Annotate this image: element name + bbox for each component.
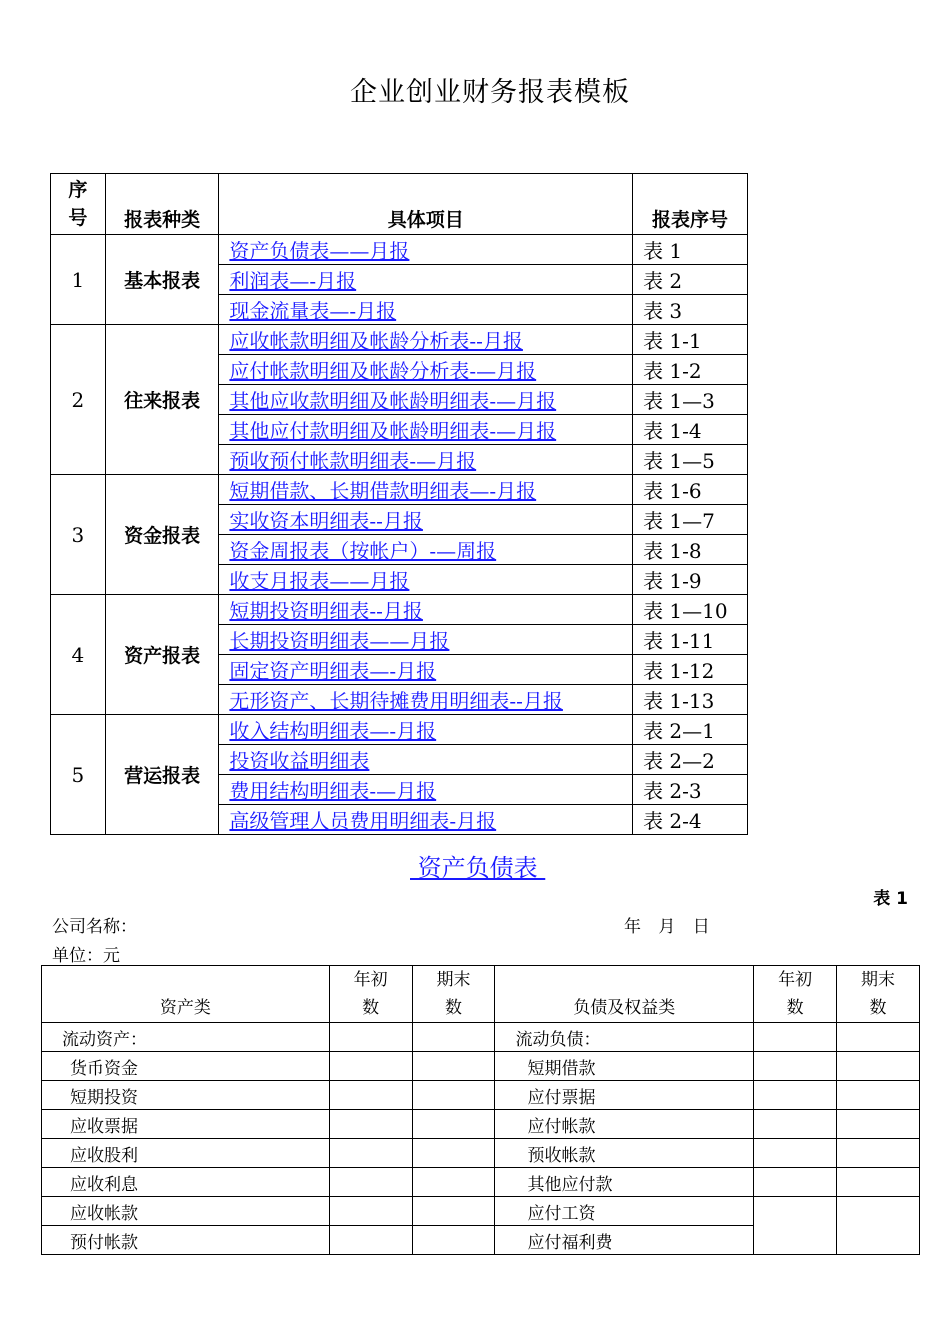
report-link[interactable]: 实收资本明细表--月报 bbox=[229, 509, 423, 533]
group-type: 资产报表 bbox=[105, 595, 219, 715]
bs-row bbox=[42, 1023, 920, 1052]
liability-label: 流动负债： bbox=[495, 1023, 754, 1052]
report-index-table bbox=[50, 173, 748, 835]
header-begin-assets bbox=[329, 966, 412, 1023]
header-assets: 资产类 bbox=[42, 966, 330, 1023]
report-item-cell bbox=[219, 325, 633, 355]
group-seq: 4 bbox=[51, 595, 106, 715]
report-link[interactable]: 长期投资明细表——月报 bbox=[229, 629, 450, 653]
report-number: 表 2—1 bbox=[633, 715, 748, 745]
balance-sheet-title[interactable]: 资产负债表 bbox=[410, 854, 546, 882]
asset-begin-value[interactable] bbox=[329, 1110, 412, 1139]
report-number: 表 1-4 bbox=[633, 415, 748, 445]
index-header-row bbox=[51, 174, 748, 235]
group-type: 营运报表 bbox=[105, 715, 219, 835]
bs-row bbox=[42, 1052, 920, 1081]
report-item-cell bbox=[219, 415, 633, 445]
asset-end-value[interactable] bbox=[412, 1023, 495, 1052]
group-type: 基本报表 bbox=[105, 235, 219, 325]
header-end-line1: 期末 bbox=[861, 970, 896, 990]
header-seq-char: 序 bbox=[68, 179, 88, 201]
report-number: 表 1—5 bbox=[633, 445, 748, 475]
header-begin-line1: 年初 bbox=[778, 970, 813, 990]
report-link[interactable]: 应付帐款明细及帐龄分析表-—月报 bbox=[229, 359, 537, 383]
report-item-cell bbox=[219, 445, 633, 475]
liability-begin-value[interactable] bbox=[754, 1023, 837, 1052]
report-number: 表 1-2 bbox=[633, 355, 748, 385]
report-number: 表 1-1 bbox=[633, 325, 748, 355]
report-number: 表 2-3 bbox=[633, 775, 748, 805]
bs-row bbox=[42, 1110, 920, 1139]
index-row bbox=[51, 715, 748, 745]
report-number: 表 1—10 bbox=[633, 595, 748, 625]
bs-row bbox=[42, 1226, 920, 1255]
report-item-cell bbox=[219, 595, 633, 625]
report-link[interactable]: 应收帐款明细及帐龄分析表--月报 bbox=[229, 329, 523, 353]
group-seq: 2 bbox=[51, 325, 106, 475]
group-type: 资金报表 bbox=[105, 475, 219, 595]
liability-begin-value[interactable] bbox=[754, 1110, 837, 1139]
report-item-cell bbox=[219, 235, 633, 265]
asset-label: 应收利息 bbox=[42, 1168, 330, 1197]
bs-body bbox=[42, 1023, 920, 1255]
asset-begin-value[interactable] bbox=[329, 1023, 412, 1052]
liability-begin-value[interactable] bbox=[754, 1081, 837, 1110]
header-end-line1: 期末 bbox=[436, 970, 471, 990]
liability-begin-value[interactable] bbox=[754, 1139, 837, 1168]
bs-row bbox=[42, 1197, 920, 1226]
report-number: 表 1—3 bbox=[633, 385, 748, 415]
group-seq: 1 bbox=[51, 235, 106, 325]
table-number: 表 1 bbox=[873, 889, 908, 909]
header-end-assets bbox=[412, 966, 495, 1023]
header-item: 具体项目 bbox=[219, 174, 633, 235]
liability-end-value[interactable] bbox=[837, 1168, 920, 1197]
report-item-cell bbox=[219, 685, 633, 715]
index-row bbox=[51, 595, 748, 625]
report-item-cell bbox=[219, 475, 633, 505]
liability-begin-value[interactable] bbox=[754, 1226, 837, 1255]
report-number: 表 1—7 bbox=[633, 505, 748, 535]
liability-label: 应付工资 bbox=[495, 1197, 754, 1226]
group-seq: 3 bbox=[51, 475, 106, 595]
header-end-liab bbox=[837, 966, 920, 1023]
header-begin-liab bbox=[754, 966, 837, 1023]
asset-begin-value[interactable] bbox=[329, 1139, 412, 1168]
report-link[interactable]: 固定资产明细表—-月报 bbox=[229, 659, 437, 683]
report-item-cell bbox=[219, 535, 633, 565]
asset-begin-value[interactable] bbox=[329, 1226, 412, 1255]
liability-begin-value[interactable] bbox=[754, 1168, 837, 1197]
asset-begin-value[interactable] bbox=[329, 1052, 412, 1081]
header-type: 报表种类 bbox=[105, 174, 219, 235]
report-link[interactable]: 高级管理人员费用明细表-月报 bbox=[229, 809, 497, 833]
liability-end-value[interactable] bbox=[837, 1197, 920, 1226]
report-link[interactable]: 收入结构明细表—-月报 bbox=[229, 719, 437, 743]
asset-begin-value[interactable] bbox=[329, 1197, 412, 1226]
group-seq: 5 bbox=[51, 715, 106, 835]
bs-row bbox=[42, 1168, 920, 1197]
liability-end-value[interactable] bbox=[837, 1052, 920, 1081]
asset-label: 应收股利 bbox=[42, 1139, 330, 1168]
asset-end-value[interactable] bbox=[412, 1081, 495, 1110]
index-row bbox=[51, 325, 748, 355]
report-number: 表 1-12 bbox=[633, 655, 748, 685]
liability-begin-value[interactable] bbox=[754, 1052, 837, 1081]
asset-label: 流动资产： bbox=[42, 1023, 330, 1052]
report-item-cell bbox=[219, 565, 633, 595]
liability-label: 应付票据 bbox=[495, 1081, 754, 1110]
report-number: 表 3 bbox=[633, 295, 748, 325]
report-item-cell bbox=[219, 655, 633, 685]
report-number: 表 2-4 bbox=[633, 805, 748, 835]
asset-begin-value[interactable] bbox=[329, 1081, 412, 1110]
liability-end-value[interactable] bbox=[837, 1226, 920, 1255]
report-item-cell bbox=[219, 295, 633, 325]
asset-label: 预付帐款 bbox=[42, 1226, 330, 1255]
asset-end-value[interactable] bbox=[412, 1052, 495, 1081]
header-no: 报表序号 bbox=[633, 174, 748, 235]
liability-label: 其他应付款 bbox=[495, 1168, 754, 1197]
asset-label: 应收票据 bbox=[42, 1110, 330, 1139]
asset-end-value[interactable] bbox=[412, 1110, 495, 1139]
report-link[interactable]: 无形资产、长期待摊费用明细表--月报 bbox=[229, 689, 563, 713]
report-item-cell bbox=[219, 385, 633, 415]
report-link[interactable]: 利润表—-月报 bbox=[229, 269, 357, 293]
report-link[interactable]: 资产负债表——月报 bbox=[229, 239, 410, 263]
report-item-cell bbox=[219, 805, 633, 835]
header-seq-char: 号 bbox=[68, 207, 88, 229]
report-number: 表 1-11 bbox=[633, 625, 748, 655]
balance-sheet-table bbox=[41, 965, 920, 1255]
report-link[interactable]: 资金周报表（按帐户）-—周报 bbox=[229, 539, 497, 563]
liability-end-value[interactable] bbox=[837, 1110, 920, 1139]
asset-end-value[interactable] bbox=[412, 1226, 495, 1255]
company-name-label: 公司名称： bbox=[52, 917, 137, 937]
report-number: 表 2—2 bbox=[633, 745, 748, 775]
report-item-cell bbox=[219, 745, 633, 775]
liability-end-value[interactable] bbox=[837, 1023, 920, 1052]
index-row bbox=[51, 235, 748, 265]
header-begin-line2: 数 bbox=[786, 998, 804, 1018]
liability-begin-value[interactable] bbox=[754, 1197, 837, 1226]
bs-row bbox=[42, 1139, 920, 1168]
liability-label: 应付帐款 bbox=[495, 1110, 754, 1139]
report-item-cell bbox=[219, 625, 633, 655]
liability-label: 预收帐款 bbox=[495, 1139, 754, 1168]
index-row bbox=[51, 475, 748, 505]
date-label: 年 月 日 bbox=[624, 917, 710, 937]
report-link[interactable]: 其他应付款明细及帐龄明细表-—月报 bbox=[229, 419, 557, 443]
unit-label: 单位：元 bbox=[52, 946, 120, 966]
page-title: 企业创业财务报表模板 bbox=[350, 77, 630, 108]
report-link[interactable]: 短期投资明细表--月报 bbox=[229, 599, 423, 623]
report-link[interactable]: 其他应收款明细及帐龄明细表-—月报 bbox=[229, 389, 557, 413]
report-link[interactable]: 收支月报表——月报 bbox=[229, 569, 410, 593]
report-number: 表 1-9 bbox=[633, 565, 748, 595]
header-end-line2: 数 bbox=[445, 998, 463, 1018]
report-link[interactable]: 预收预付帐款明细表-—月报 bbox=[229, 449, 477, 473]
bs-row bbox=[42, 1081, 920, 1110]
header-liabilities: 负债及权益类 bbox=[495, 966, 754, 1023]
bs-header-row bbox=[42, 966, 920, 1023]
asset-label: 应收帐款 bbox=[42, 1197, 330, 1226]
asset-label: 货币资金 bbox=[42, 1052, 330, 1081]
header-begin-line1: 年初 bbox=[353, 970, 388, 990]
asset-end-value[interactable] bbox=[412, 1168, 495, 1197]
report-item-cell bbox=[219, 505, 633, 535]
report-number: 表 1-8 bbox=[633, 535, 748, 565]
report-link[interactable]: 现金流量表—-月报 bbox=[229, 299, 397, 323]
group-type: 往来报表 bbox=[105, 325, 219, 475]
report-number: 表 1-6 bbox=[633, 475, 748, 505]
asset-begin-value[interactable] bbox=[329, 1168, 412, 1197]
header-end-line2: 数 bbox=[869, 998, 887, 1018]
asset-end-value[interactable] bbox=[412, 1139, 495, 1168]
report-number: 表 1 bbox=[633, 235, 748, 265]
header-seq bbox=[51, 174, 106, 235]
liability-end-value[interactable] bbox=[837, 1139, 920, 1168]
asset-end-value[interactable] bbox=[412, 1197, 495, 1226]
report-number: 表 1-13 bbox=[633, 685, 748, 715]
asset-label: 短期投资 bbox=[42, 1081, 330, 1110]
report-item-cell bbox=[219, 775, 633, 805]
header-begin-line2: 数 bbox=[362, 998, 380, 1018]
report-item-cell bbox=[219, 355, 633, 385]
liability-label: 应付福利费 bbox=[495, 1226, 754, 1255]
header-seq-text bbox=[68, 179, 87, 229]
report-item-cell bbox=[219, 715, 633, 745]
liability-end-value[interactable] bbox=[837, 1081, 920, 1110]
report-link[interactable]: 投资收益明细表 bbox=[229, 749, 370, 773]
report-link[interactable]: 短期借款、长期借款明细表—-月报 bbox=[229, 479, 537, 503]
report-item-cell bbox=[219, 265, 633, 295]
index-body bbox=[51, 235, 748, 835]
report-link[interactable]: 费用结构明细表-—月报 bbox=[229, 779, 437, 803]
liability-label: 短期借款 bbox=[495, 1052, 754, 1081]
report-number: 表 2 bbox=[633, 265, 748, 295]
